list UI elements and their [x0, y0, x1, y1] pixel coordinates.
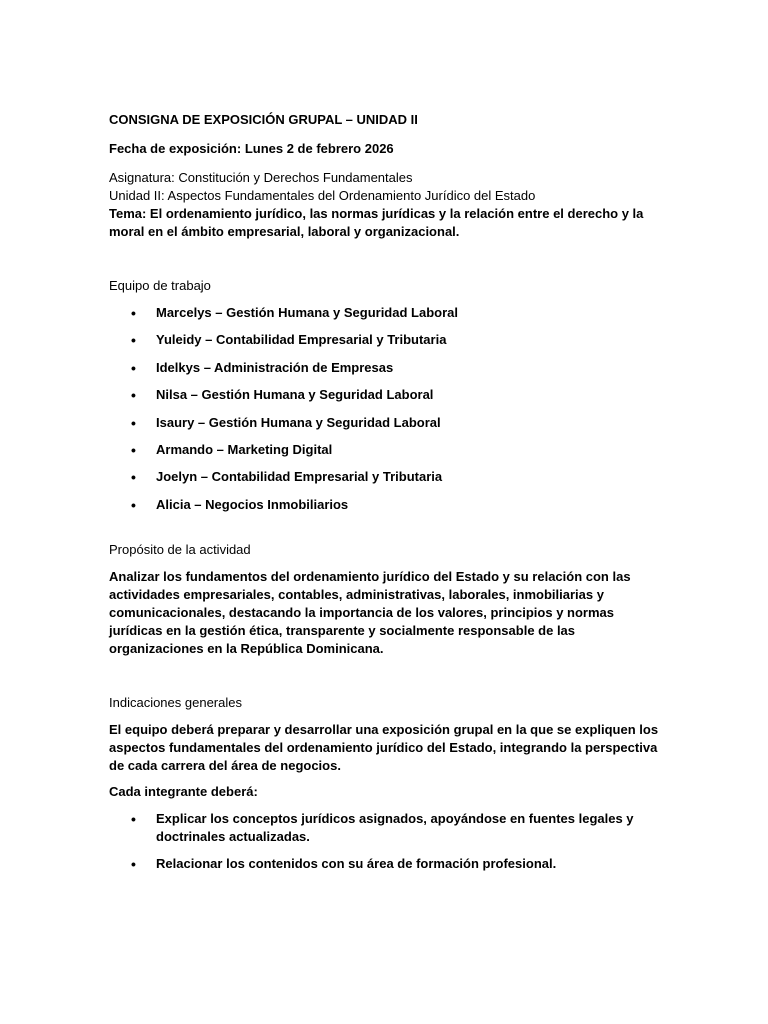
- team-member: Armando – Marketing Digital: [156, 441, 333, 457]
- bullet-icon: •: [131, 855, 136, 872]
- list-item: [109, 441, 659, 459]
- document-title: CONSIGNA DE EXPOSICIÓN GRUPAL – UNIDAD II: [109, 112, 418, 127]
- list-item: [109, 359, 659, 377]
- exposition-date: Fecha de exposición: Lunes 2 de febrero 2026: [109, 141, 394, 156]
- unit-line: Unidad II: Aspectos Fundamentales del Ordenamiento Jurídico del Estado: [109, 188, 536, 203]
- team-member: Idelkys – Administración de Empresas: [156, 359, 394, 375]
- list-item: [109, 810, 659, 846]
- list-item: [109, 496, 659, 514]
- purpose-text: Analizar los fundamentos del ordenamiento jurídico del Estado y su relación con las actividades empresariales, contables, administrativas, laborales, inmobiliarias y comunicacionales, destacando la importancia de los valores, principios y normas jurídicas en la gestión ética, transparente y socialmente responsable de las organizaciones en la República Dominicana.: [109, 568, 631, 656]
- document-body: [109, 111, 659, 882]
- bullet-icon: •: [131, 414, 136, 431]
- list-item: [109, 468, 659, 486]
- list-item: [109, 855, 659, 873]
- list-item: [109, 386, 659, 404]
- task-text: Explicar los conceptos jurídicos asignados, apoyándose en fuentes legales y doctrinales actualizadas.: [156, 810, 634, 844]
- each-member-heading: Cada integrante deberá:: [109, 783, 258, 799]
- bullet-icon: •: [131, 387, 136, 404]
- instructions-text: El equipo deberá preparar y desarrollar una exposición grupal en la que se expliquen los aspectos fundamentales del ordenamiento jurídico del Estado, integrando la perspectiva de cada carrera del área de negocios.: [109, 721, 659, 773]
- team-member: Joelyn – Contabilidad Empresarial y Tributaria: [156, 469, 443, 485]
- bullet-icon: •: [131, 359, 136, 376]
- list-item: [109, 414, 659, 432]
- bullet-icon: •: [131, 305, 136, 321]
- course-info: [109, 169, 659, 241]
- team-member: Alicia – Negocios Inmobiliarios: [156, 496, 349, 512]
- bullet-icon: •: [131, 810, 136, 827]
- purpose-heading: Propósito de la actividad: [109, 541, 251, 557]
- bullet-icon: •: [131, 332, 136, 349]
- bullet-icon: •: [131, 496, 136, 513]
- team-heading: Equipo de trabajo: [109, 278, 211, 293]
- team-member: Nilsa – Gestión Humana y Seguridad Laboral: [156, 387, 434, 403]
- bullet-icon: •: [131, 441, 136, 458]
- bullet-icon: •: [131, 469, 136, 486]
- team-member: Yuleidy – Contabilidad Empresarial y Tributaria: [156, 332, 447, 348]
- list-item: [109, 304, 659, 322]
- team-member: Marcelys – Gestión Humana y Seguridad Laboral: [156, 305, 458, 320]
- team-member: Isaury – Gestión Humana y Seguridad Laboral: [156, 414, 441, 430]
- task-text: Relacionar los contenidos con su área de formación profesional.: [156, 855, 557, 871]
- topic-line: Tema: El ordenamiento jurídico, las normas jurídicas y la relación entre el derecho y la moral en el ámbito empresarial, laboral y organizacional.: [109, 206, 644, 239]
- team-list: [109, 304, 659, 514]
- subject-line: Asignatura: Constitución y Derechos Fundamentales: [109, 170, 413, 185]
- task-list: [109, 810, 659, 873]
- instructions-heading: Indicaciones generales: [109, 694, 242, 710]
- list-item: [109, 331, 659, 349]
